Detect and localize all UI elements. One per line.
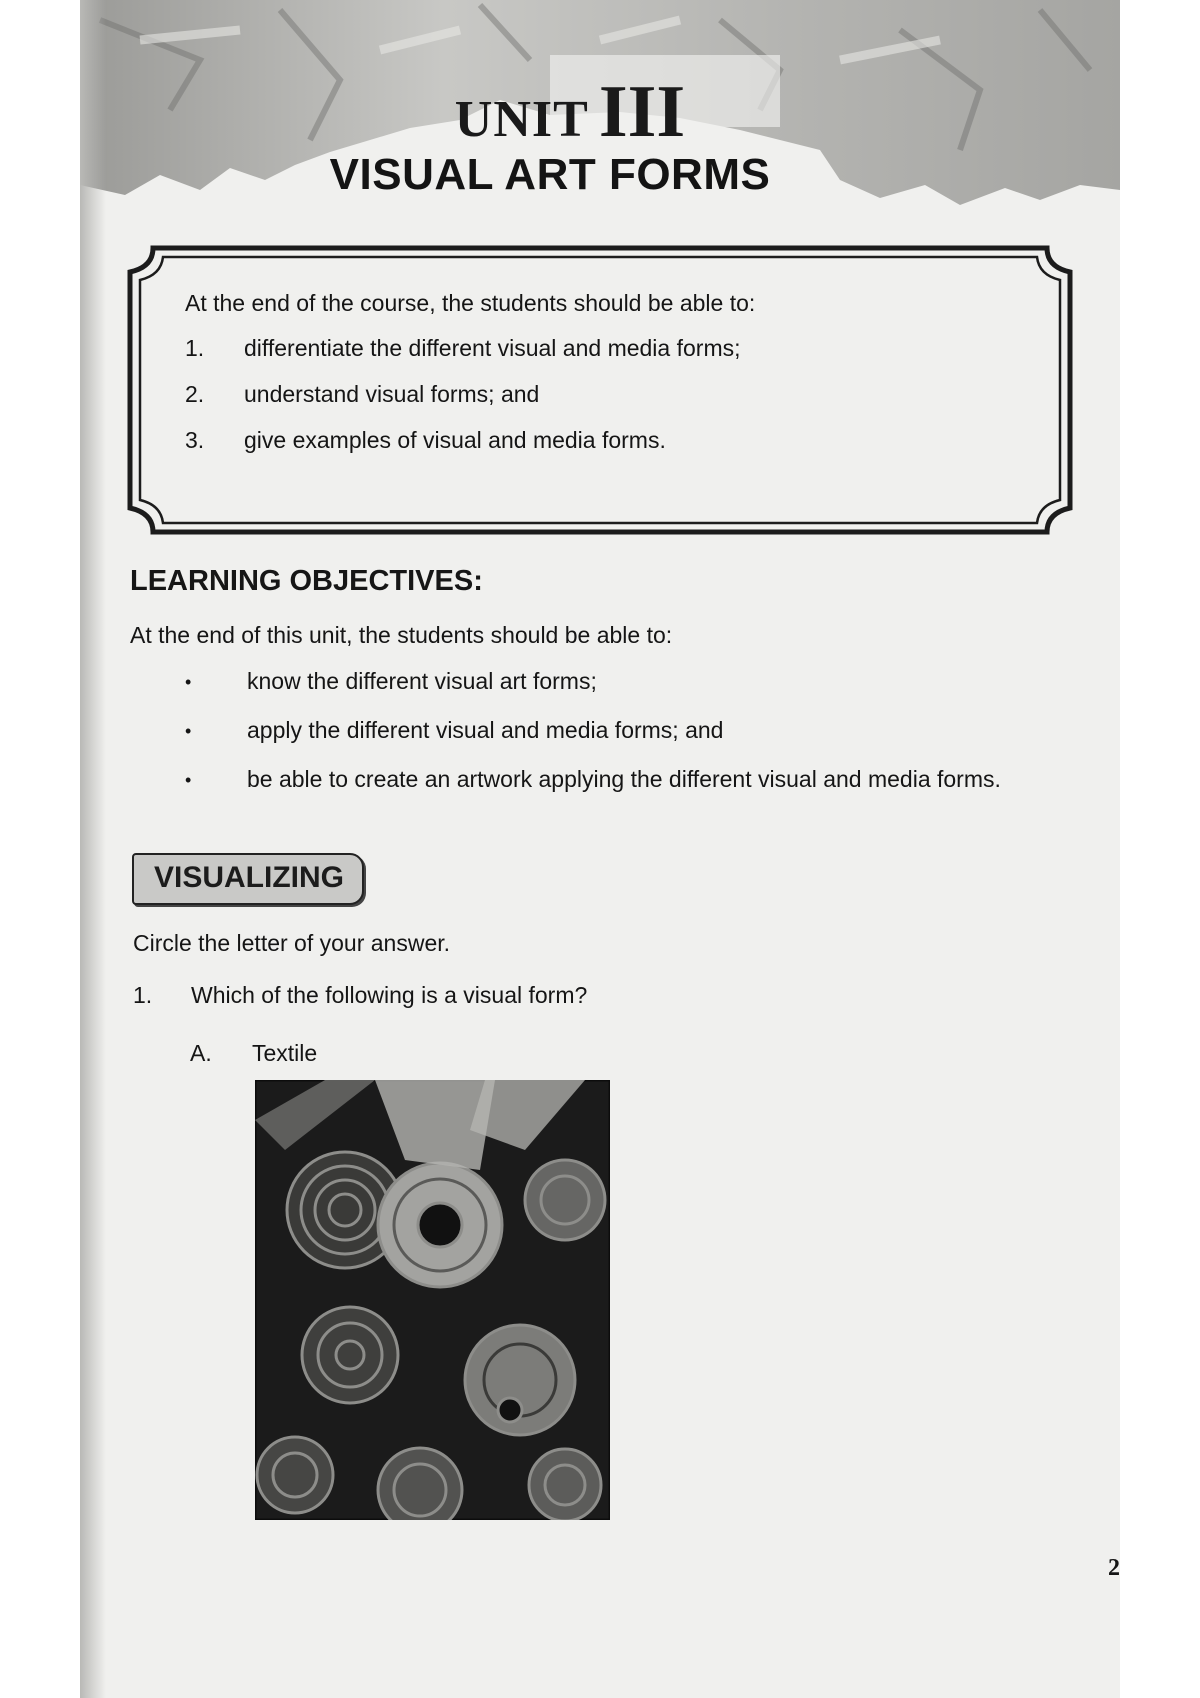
course-objective-item	[185, 381, 1025, 408]
list-item	[185, 766, 1065, 794]
item-text: understand visual forms; and	[244, 381, 540, 407]
question	[133, 982, 587, 1009]
chapter-title: VISUAL ART FORMS	[329, 150, 771, 199]
course-objectives-box	[185, 290, 1025, 473]
item-text: differentiate the different visual and media forms;	[244, 335, 741, 361]
list-item	[185, 668, 1065, 696]
question-number: 1.	[133, 982, 153, 1008]
item-text: give examples of visual and media forms.	[244, 427, 666, 453]
course-objective-item	[185, 335, 1025, 362]
choice-text: Textile	[252, 1040, 318, 1066]
activity-instruction: Circle the letter of your answer.	[133, 930, 451, 956]
page-edge-shadow	[80, 0, 106, 1698]
learning-objectives-list	[185, 668, 1065, 815]
bullet-icon: •	[185, 672, 192, 692]
list-item-text: be able to create an artwork applying the different visual and media forms.	[247, 766, 1001, 792]
answer-choice[interactable]	[190, 1040, 317, 1067]
textile-rolls-photo	[255, 1080, 610, 1520]
visualizing-section-badge: VISUALIZING	[132, 853, 364, 905]
course-objective-item	[185, 427, 1025, 454]
list-item-text: apply the different visual and media forms; and	[247, 717, 724, 743]
list-item-text: know the different visual art forms;	[247, 668, 597, 694]
question-text: Which of the following is a visual form?	[191, 982, 588, 1008]
bullet-icon: •	[185, 721, 192, 741]
unit-word: UNIT	[454, 91, 589, 148]
page-number: 2	[1108, 1555, 1120, 1581]
item-number: 1.	[185, 335, 205, 361]
bullet-icon: •	[185, 770, 192, 790]
choice-letter[interactable]: A.	[190, 1040, 212, 1066]
item-number: 3.	[185, 427, 205, 453]
learning-objectives-heading: LEARNING OBJECTIVES:	[130, 565, 483, 597]
unit-number: III	[598, 71, 686, 153]
learning-objectives-intro: At the end of this unit, the students should be able to:	[130, 622, 673, 648]
list-item	[185, 717, 1065, 745]
course-objectives-intro: At the end of the course, the students should be able to:	[185, 290, 756, 316]
unit-title	[0, 70, 1140, 155]
item-number: 2.	[185, 381, 205, 407]
